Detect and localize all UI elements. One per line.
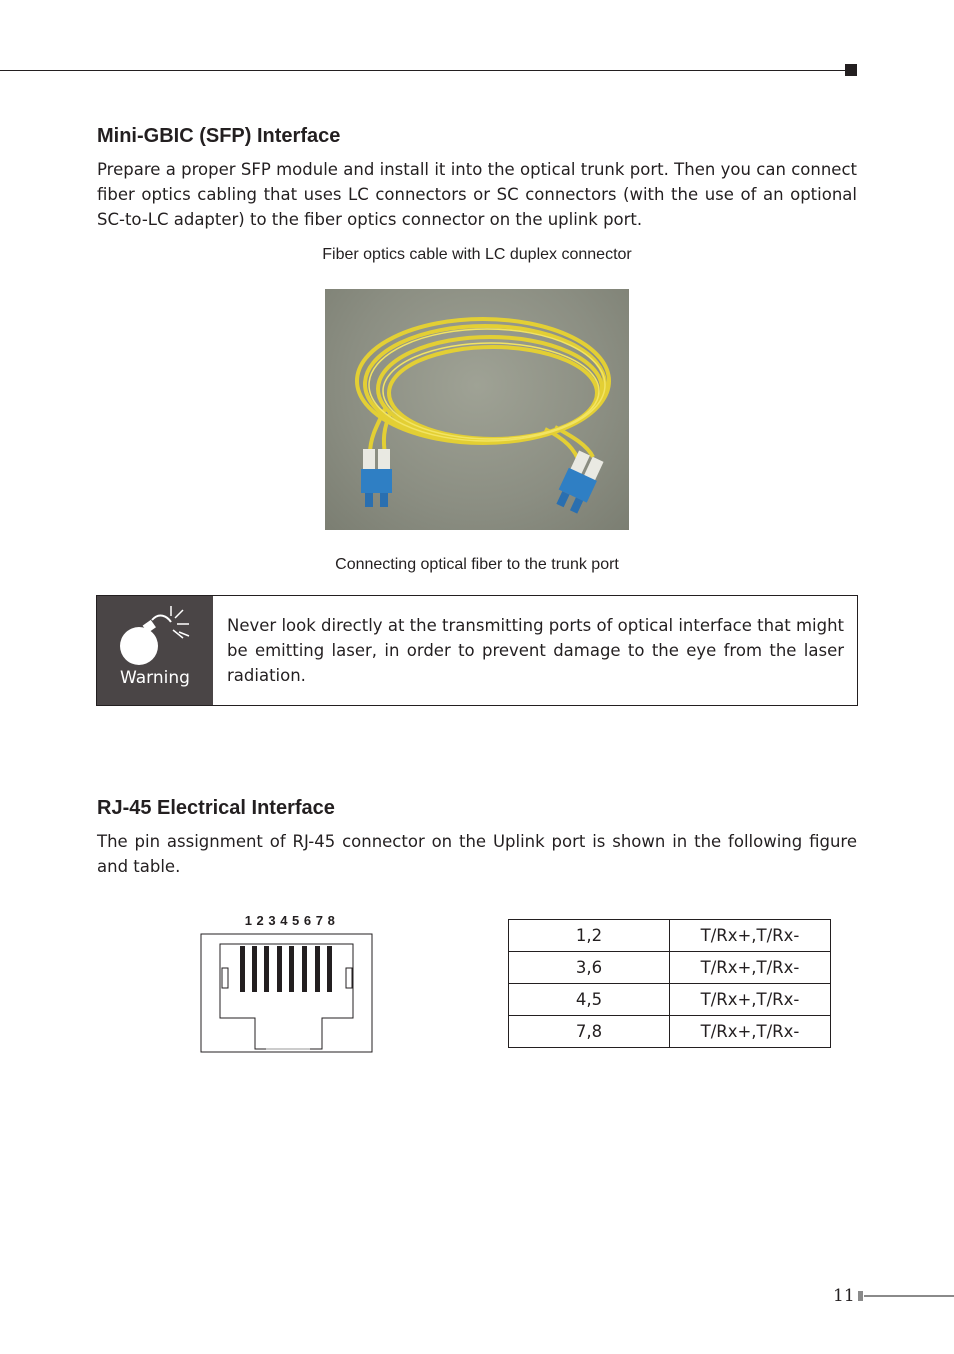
pin-assignment-table xyxy=(508,919,831,1048)
rj45-paragraph: The pin assignment of RJ-45 connector on the Uplink port is shown in the following figure and table. xyxy=(97,832,857,876)
table-cell-signal: T/Rx+,T/Rx- xyxy=(670,920,831,952)
photo-caption: Fiber optics cable with LC duplex connector xyxy=(322,246,632,263)
fiber-cable-illustration xyxy=(325,289,629,530)
page-number: 11 xyxy=(833,1286,855,1306)
table-row xyxy=(509,984,831,1016)
table-cell-signal: T/Rx+,T/Rx- xyxy=(670,1016,831,1048)
rj45-jack-outline xyxy=(200,910,374,1054)
table-row xyxy=(509,952,831,984)
rj45-connector-diagram xyxy=(200,910,374,1054)
connect-caption: Connecting optical fiber to the trunk port xyxy=(335,556,619,573)
pin-number-label: 1 2 3 4 5 6 7 8 xyxy=(244,913,336,928)
warning-panel xyxy=(97,596,213,705)
sfp-paragraph: Prepare a proper SFP module and install it into the optical trunk port. Then you can connect fiber optics cabling that uses LC connectors or SC connectors (with the use of an optional SC-to-LC adapter) to the fiber optics connector on the uplink port. xyxy=(97,160,857,229)
table-row xyxy=(509,1016,831,1048)
warning-label: Warning xyxy=(120,668,190,688)
footer-rule xyxy=(864,1295,954,1297)
warning-text: Never look directly at the transmitting ports of optical interface that might be emitting laser, in order to prevent damage to the eye from the laser radiation. xyxy=(227,616,844,685)
header-rule xyxy=(0,70,846,71)
footer-marker xyxy=(858,1291,863,1301)
warning-box xyxy=(96,595,858,706)
sfp-heading: Mini-GBIC (SFP) Interface xyxy=(97,125,341,147)
table-cell-pins: 3,6 xyxy=(509,952,670,984)
bomb-icon xyxy=(97,596,213,666)
table-cell-pins: 7,8 xyxy=(509,1016,670,1048)
fiber-cable-photo xyxy=(325,289,629,530)
table-cell-signal: T/Rx+,T/Rx- xyxy=(670,984,831,1016)
header-square-marker xyxy=(845,64,857,76)
table-cell-pins: 4,5 xyxy=(509,984,670,1016)
table-cell-signal: T/Rx+,T/Rx- xyxy=(670,952,831,984)
table-cell-pins: 1,2 xyxy=(509,920,670,952)
table-row xyxy=(509,920,831,952)
rj45-heading: RJ-45 Electrical Interface xyxy=(97,797,335,819)
